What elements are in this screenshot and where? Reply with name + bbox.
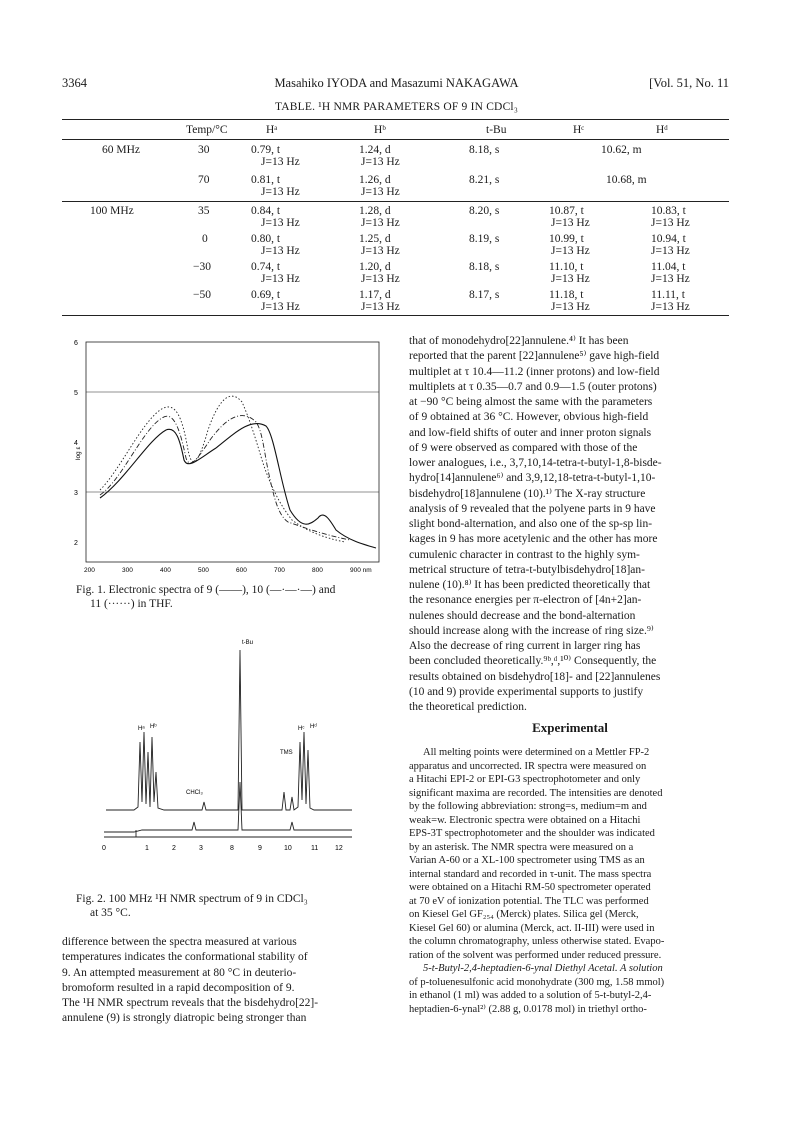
text-line: been concluded theoretically.⁹ᵇ,ᵈ,¹⁰⁾ Consequently, the — [409, 655, 657, 668]
cell-freq — [62, 168, 150, 200]
text-line: temperatures indicates the conformational stability of — [62, 951, 308, 964]
text-line: reported that the parent [22]annulene⁵⁾ gave high-field — [409, 350, 660, 363]
text-line: nulenes should decrease and the bond-alternation — [409, 609, 636, 622]
cell-hd — [646, 200, 729, 231]
cell-freq — [62, 259, 150, 287]
text-line: hydro[14]annulene⁶⁾ and 3,9,12,18-tetra-t-butyl-1,10- — [409, 472, 656, 485]
text-line: nulene (10).⁸⁾ It has been predicted theoretically that — [409, 579, 651, 591]
text-line: internal standard and recorded in τ-unit. The mass spectra — [409, 868, 652, 880]
ha-value: 0.84, t — [251, 205, 281, 217]
hc-coupling: J=13 Hz — [551, 273, 590, 285]
fig1-xtick: 900 nm — [350, 567, 372, 574]
nmr-parameter-table — [62, 121, 729, 315]
table-top-rule — [62, 119, 729, 120]
experimental-text — [409, 746, 731, 1016]
cell-freq: 100 MHz — [90, 205, 134, 217]
text-line: at −90 °C being almost the same with the parameters — [409, 396, 653, 408]
hb-value: 1.24, d — [359, 144, 391, 156]
fig2-xtick: 9 — [258, 845, 262, 852]
cell-hd — [646, 287, 729, 315]
text-line: (10 and 9) provide experimental supports to justify — [409, 685, 644, 698]
table-row — [62, 287, 729, 315]
hd-value: 10.94, t — [651, 233, 686, 245]
header-ha: Hᵃ — [266, 123, 278, 136]
text-line: the theoretical prediction. — [409, 701, 527, 713]
cell-hb — [354, 231, 466, 259]
text-line: analysis of 9 revealed that the polyene parts in 9 have — [409, 502, 656, 515]
fig1-caption-line: Fig. 1. Electronic spectra of 9 (——), 10 (—·—·—) and — [76, 584, 336, 596]
fig1-xtick: 400 — [160, 567, 171, 574]
hd-coupling: J=13 Hz — [651, 217, 690, 229]
cell-hb — [354, 287, 466, 315]
ha-value: 0.79, t — [251, 144, 281, 156]
fig2-peak-label: t-Bu — [242, 640, 254, 646]
hb-coupling: J=13 Hz — [361, 245, 400, 257]
hc-coupling: J=13 Hz — [551, 217, 590, 229]
fig1-ytick: 6 — [74, 340, 78, 347]
text-line: heptadien-6-ynal²⁾ (2.88 g, 0.0178 mol) in triethyl ortho- — [409, 1003, 647, 1015]
figure-2-caption — [76, 892, 396, 920]
text-line: 5-t-Butyl-2,4-heptadien-6-ynal Diethyl Acetal. A solution — [423, 963, 663, 974]
text-line: cumulenic character in contrast to the highly sym- — [409, 548, 640, 561]
text-line: by an asterisk. The NMR spectra were measured on a — [409, 841, 634, 853]
fig2-xtick: 8 — [230, 845, 234, 852]
text-line: Varian A-60 or a XL-100 spectrometer using TMS as an — [409, 855, 645, 866]
cell-hd — [646, 259, 729, 287]
running-head-volume: [Vol. 51, No. 11 — [649, 76, 729, 90]
cell-hcd: 10.62, m — [601, 144, 642, 156]
cell-ha — [246, 200, 354, 231]
table-bottom-rule — [62, 315, 729, 316]
hc-coupling: J=13 Hz — [551, 245, 590, 257]
table-row — [62, 168, 729, 200]
cell-tbu: 8.18, s — [469, 261, 500, 273]
header-hd: Hᵈ — [656, 123, 668, 136]
hd-coupling: J=13 Hz — [651, 245, 690, 257]
table-row — [62, 231, 729, 259]
text-line: a Hitachi EPI-2 or EPI-G3 spectrophotometer and only — [409, 774, 641, 785]
text-line: of p-toluenesulfonic acid monohydrate (300 mg, 1.58 mmol) — [409, 976, 665, 988]
fig2-peak-label: TMS — [280, 750, 293, 756]
cell-tbu: 8.19, s — [469, 233, 500, 245]
fig2-xtick: 3 — [199, 845, 203, 852]
table-row — [62, 138, 729, 168]
text-line: the resonance energies per π-electron of [4n+2]an- — [409, 594, 642, 607]
hd-value: 10.83, t — [651, 205, 686, 217]
hb-coupling: J=13 Hz — [361, 301, 400, 313]
text-line: of 9 obtained at 36 °C. However, obvious high-field — [409, 411, 649, 424]
fig1-xtick: 700 — [274, 567, 285, 574]
text-line: by the following abbreviation: strong=s, medium=m and — [409, 801, 647, 812]
fig1-ytick: 5 — [74, 390, 78, 397]
text-line: apparatus and uncorrected. IR spectra were measured on — [409, 760, 647, 772]
page-number: 3364 — [62, 76, 87, 90]
fig1-curve-9 — [100, 423, 376, 548]
hb-coupling: J=13 Hz — [361, 273, 400, 285]
fig2-peak-label: Hᶜ — [298, 726, 305, 732]
header-tbu: t-Bu — [486, 123, 507, 136]
fig2-caption-line: Fig. 2. 100 MHz ¹H NMR spectrum of 9 in CDCl₃ — [76, 893, 308, 905]
fig1-xtick: 600 — [236, 567, 247, 574]
figure-2-nmr-spectrum — [94, 632, 364, 882]
cell-hd — [646, 231, 729, 259]
cell-ha — [246, 287, 354, 315]
header-temp: Temp/°C — [186, 123, 228, 136]
fig2-xtick: 12 — [335, 845, 343, 852]
ha-coupling: J=13 Hz — [261, 245, 300, 257]
right-column-text — [409, 334, 731, 715]
hc-value: 10.99, t — [549, 233, 584, 245]
text-line: of 9 were observed as compared with those of the — [409, 441, 638, 454]
fig2-xtick: 2 — [172, 845, 176, 852]
hb-coupling: J=13 Hz — [361, 217, 400, 229]
text-line: 9. An attempted measurement at 80 °C in deuterio- — [62, 966, 297, 979]
table-header-row — [62, 121, 729, 138]
text-line: and low-field shifts of outer and inner proton signals — [409, 426, 652, 439]
hc-coupling: J=13 Hz — [551, 301, 590, 313]
cell-temp: 30 — [198, 144, 210, 156]
text-line: that of monodehydro[22]annulene.⁴⁾ It has been — [409, 335, 629, 347]
fig2-caption-line: at 35 °C. — [90, 907, 131, 919]
figure-1-caption — [76, 583, 396, 611]
fig2-peak-label: Hᵇ — [150, 724, 157, 730]
cell-hc — [543, 259, 646, 287]
running-head-authors: Masahiko IYODA and Masazumi NAKAGAWA — [274, 76, 519, 90]
fig1-caption-line: 11 (······) in THF. — [90, 598, 173, 610]
text-line: EPS-3T spectrophotometer and the shoulder was indicated — [409, 828, 655, 839]
hc-value: 11.18, t — [549, 289, 584, 301]
text-line: weak=w. Electronic spectra were obtained on a Hitachi — [409, 814, 641, 826]
ha-coupling: J=13 Hz — [261, 301, 300, 313]
text-line: slight bond-alternation, and also one of the sp-sp lin- — [409, 518, 653, 530]
hd-value: 11.11, t — [651, 289, 685, 301]
fig2-peak-label: CHCl₃ — [186, 790, 203, 796]
text-line: The ¹H NMR spectrum reveals that the bisdehydro[22]- — [62, 997, 319, 1009]
text-line: ration of the solvent was performed under reduced pressure. — [409, 949, 662, 961]
ha-coupling: J=13 Hz — [261, 273, 300, 285]
text-line: kages in 9 has more acetylenic and the other has more — [409, 533, 658, 546]
left-column-text — [62, 935, 387, 1027]
hb-value: 1.20, d — [359, 261, 391, 273]
text-line: the column chromatography, unless otherwise stated. Evapo- — [409, 936, 665, 947]
ha-value: 0.69, t — [251, 289, 281, 301]
cell-ha — [246, 168, 354, 200]
hd-value: 11.04, t — [651, 261, 686, 273]
hb-value: 1.26, d — [359, 174, 391, 186]
ha-value: 0.74, t — [251, 261, 281, 273]
text-line: bisdehydro[18]annulene (10).¹⁾ The X-ray structure — [409, 487, 646, 500]
cell-freq — [62, 231, 150, 259]
experimental-heading: Experimental — [532, 720, 608, 735]
fig1-xtick: 500 — [198, 567, 209, 574]
fig1-ytick: 2 — [74, 540, 78, 547]
cell-hcd: 10.68, m — [606, 174, 647, 186]
ha-coupling: J=13 Hz — [261, 217, 300, 229]
cell-temp: 0 — [202, 233, 208, 245]
cell-hc — [543, 287, 646, 315]
figure-1-electronic-spectra — [70, 330, 390, 578]
hb-coupling: J=13 Hz — [361, 156, 400, 168]
cell-hb — [354, 259, 466, 287]
text-line: multiplets at τ 0.35—0.7 and 0.9—1.5 (outer protons) — [409, 380, 657, 393]
text-line: in ethanol (1 ml) was added to a solution of 5-t-butyl-2,4- — [409, 990, 652, 1001]
fig1-xtick: 300 — [122, 567, 133, 574]
hd-coupling: J=13 Hz — [651, 273, 690, 285]
header-cell — [62, 121, 150, 138]
cell-ha — [246, 138, 354, 168]
text-line: All melting points were determined on a Mettler FP-2 — [423, 747, 650, 758]
cell-tbu: 8.17, s — [469, 289, 500, 301]
ha-value: 0.81, t — [251, 174, 281, 186]
table-row — [62, 200, 729, 231]
cell-ha — [246, 259, 354, 287]
text-line: significant maxima are recorded. The intensities are denoted — [409, 787, 663, 799]
fig1-ytick: 4 — [74, 440, 78, 447]
table-caption: TABLE. ¹H NMR PARAMETERS OF 9 IN CDCl₃ — [274, 101, 519, 113]
hb-coupling: J=13 Hz — [361, 186, 400, 198]
cell-freq: 60 MHz — [102, 144, 141, 156]
cell-freq — [62, 287, 150, 315]
text-line: at 70 eV of ionization potential. The TLC was performed — [409, 895, 649, 907]
text-line: difference between the spectra measured at various — [62, 936, 297, 948]
cell-tbu: 8.18, s — [469, 144, 500, 156]
text-line: metrical structure of tetra-t-butylbisdehydro[18]an- — [409, 563, 645, 576]
hc-value: 10.87, t — [549, 205, 584, 217]
cell-temp: 35 — [198, 205, 210, 217]
cell-ha — [246, 231, 354, 259]
text-line: Kiesel Gel 60) or alumina (Merck, act. II-III) were used in — [409, 922, 655, 934]
fig1-curve-11 — [100, 396, 345, 542]
hb-value: 1.25, d — [359, 233, 391, 245]
fig1-ytick: 3 — [74, 490, 78, 497]
hd-coupling: J=13 Hz — [651, 301, 690, 313]
cell-hb — [354, 168, 466, 200]
fig2-peak-label: Hᵈ — [310, 724, 317, 730]
fig2-xtick: 11 — [311, 845, 319, 852]
cell-temp: 70 — [198, 174, 210, 186]
text-line: bromoform resulted in a rapid decomposition of 9. — [62, 981, 295, 994]
hc-value: 11.10, t — [549, 261, 584, 273]
fig2-xtick: 1 — [145, 845, 149, 852]
cell-hc — [543, 231, 646, 259]
cell-tbu: 8.20, s — [469, 205, 500, 217]
cell-tbu: 8.21, s — [469, 174, 500, 186]
fig2-peak-label: Hᵃ — [138, 726, 145, 732]
text-line: annulene (9) is strongly diatropic being stronger than — [62, 1012, 307, 1025]
text-line: results obtained on bisdehydro[18]- and [22]annulenes — [409, 670, 661, 683]
fig1-xtick: 200 — [84, 567, 95, 574]
header-hb: Hᵇ — [374, 123, 386, 136]
ha-coupling: J=13 Hz — [261, 186, 300, 198]
cell-hb — [354, 138, 466, 168]
fig1-ylabel: log ε — [75, 446, 82, 460]
cell-temp: −30 — [193, 261, 211, 273]
text-line: lower analogues, i.e., 3,7,10,14-tetra-t-butyl-1,8-bisde- — [409, 457, 662, 469]
cell-temp: −50 — [193, 289, 211, 301]
text-line: should increase along with the increase of ring size.⁹⁾ — [409, 624, 654, 637]
fig1-xtick: 800 — [312, 567, 323, 574]
fig2-xtick: 10 — [284, 845, 292, 852]
ha-coupling: J=13 Hz — [261, 156, 300, 168]
text-line: Also the decrease of ring current in larger ring has — [409, 640, 641, 652]
fig1-curve-10 — [100, 416, 350, 540]
cell-hc — [543, 200, 646, 231]
cell-hb — [354, 200, 466, 231]
text-line: were obtained on a Hitachi RM-50 spectrometer operated — [409, 882, 651, 893]
fig2-xtick: 0 — [102, 845, 106, 852]
text-line: on Kiesel Gel GF₂₅₄ (Merck) plates. Silica gel (Merck, — [409, 909, 639, 920]
table-row — [62, 259, 729, 287]
ha-value: 0.80, t — [251, 233, 281, 245]
text-line: multiplet at τ 10.4—11.2 (inner protons) and low-field — [409, 365, 660, 378]
hb-value: 1.17, d — [359, 289, 391, 301]
hb-value: 1.28, d — [359, 205, 391, 217]
header-hc: Hᶜ — [573, 123, 585, 136]
